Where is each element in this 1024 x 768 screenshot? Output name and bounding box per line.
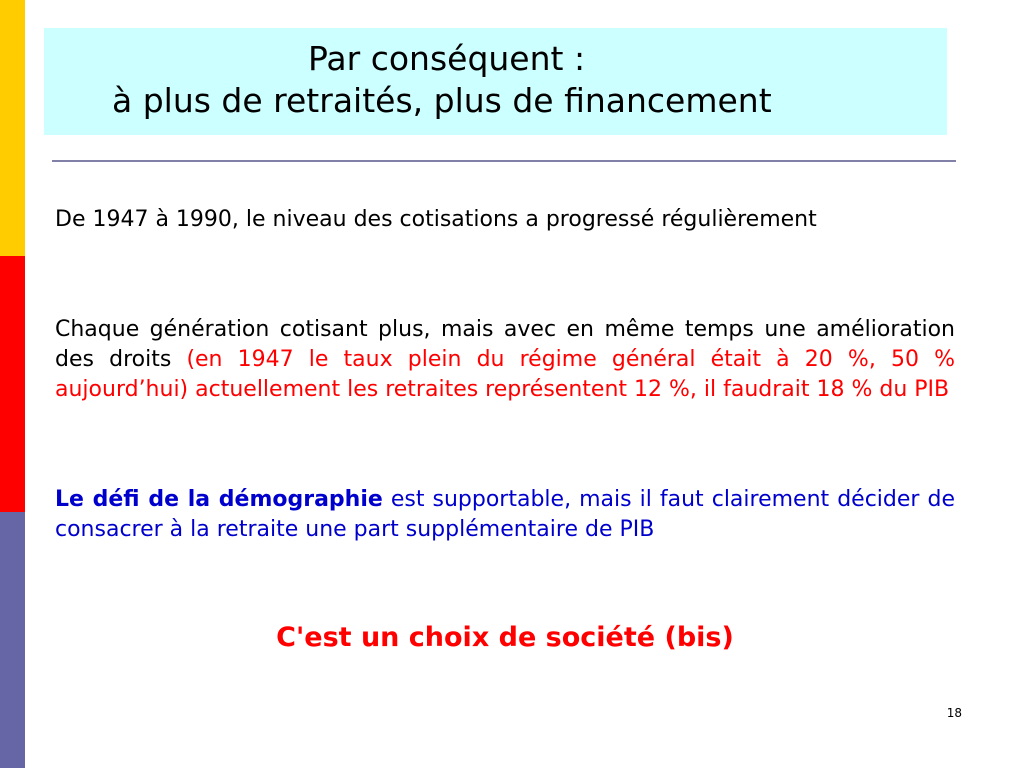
paragraph-3-text: est supportable, mais il faut clairement décider de consacrer à la retraite une part supplémentaire de PIB	[55, 487, 955, 542]
title-divider	[52, 160, 956, 162]
paragraph-2-text: Chaque génération cotisant plus, mais avec en même temps une amélioration des droits	[55, 317, 955, 372]
title-line-2: à plus de retraités, plus de financement	[112, 81, 772, 120]
paragraph-2-highlight: (en 1947 le taux plein du régime général était à 20 %, 50 % aujourd’hui) actuellement les retraites représentent 12 %, il faudrait 18 % du PIB	[55, 347, 955, 402]
paragraph-3	[55, 485, 955, 545]
paragraph-3-bold: Le défi de la démographie	[55, 487, 383, 512]
conclusion: C'est un choix de société (bis)	[276, 622, 734, 653]
left-bar-red	[0, 256, 25, 512]
title-box	[44, 28, 947, 135]
title-line-1: Par conséquent :	[308, 39, 586, 78]
page-number: 18	[946, 706, 962, 720]
left-bar-yellow	[0, 0, 25, 256]
paragraph-1: De 1947 à 1990, le niveau des cotisations a progressé régulièrement	[55, 207, 817, 232]
left-bar-purple	[0, 512, 25, 768]
paragraph-2	[55, 315, 955, 405]
